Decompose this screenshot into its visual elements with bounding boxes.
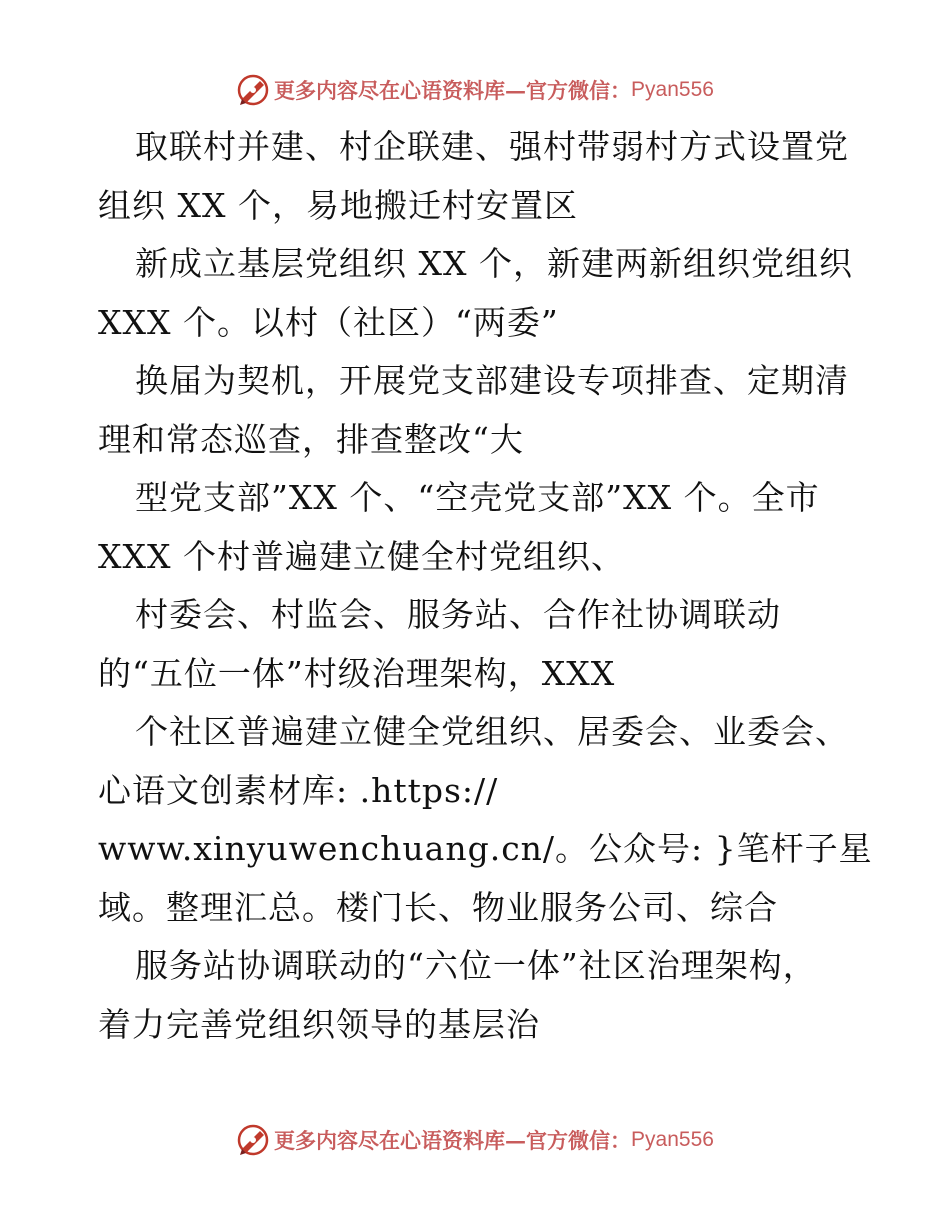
text-line-7: 型党支部”XX 个、“空壳党支部”XX 个。全市 xyxy=(135,478,820,517)
footer-banner xyxy=(0,1120,950,1160)
pen-logo-icon xyxy=(236,73,270,107)
footer-wechat-id: Pyan556 xyxy=(631,1128,714,1151)
pen-logo-icon xyxy=(236,1123,270,1157)
text-line-1: 取联村并建、村企联建、强村带弱村方式设置党 xyxy=(135,127,849,166)
text-line-14: 域。整理汇总。楼门长、物业服务公司、综合 xyxy=(98,887,778,927)
text-line-12: 心语文创素材库: .https:// xyxy=(98,770,499,810)
text-line-3: 新成立基层党组织 XX 个，新建两新组织党组织 xyxy=(135,244,853,283)
header-banner-text: 更多内容尽在心语资料库—官方微信： xyxy=(274,78,632,103)
text-line-13: www.xinyuwenchuang.cn/。公众号: }笔杆子星 xyxy=(98,829,873,868)
document-body xyxy=(98,118,873,1054)
text-line-9: 村委会、村监会、服务站、合作社协调联动 xyxy=(135,595,781,634)
text-line-16: 着力完善党组织领导的基层治 xyxy=(98,1004,540,1044)
text-line-8: XXX 个村普遍建立健全村党组织、 xyxy=(98,536,625,576)
footer-banner-text: 更多内容尽在心语资料库—官方微信： xyxy=(274,1128,632,1153)
text-line-2: 组织 XX 个，易地搬迁村安置区 xyxy=(98,185,578,225)
text-line-6: 理和常态巡查，排查整改“大 xyxy=(98,419,524,459)
text-line-4: XXX 个。以村（社区）“两委” xyxy=(98,302,559,342)
text-line-15: 服务站协调联动的“六位一体”社区治理架构， xyxy=(135,946,817,985)
text-line-5: 换届为契机，开展党支部建设专项排查、定期清 xyxy=(135,361,849,400)
text-line-11: 个社区普遍建立健全党组织、居委会、业委会、 xyxy=(135,712,849,751)
text-line-10: 的“五位一体”村级治理架构，XXX xyxy=(98,653,616,693)
header-wechat-id: Pyan556 xyxy=(631,78,714,101)
header-banner xyxy=(0,70,950,110)
